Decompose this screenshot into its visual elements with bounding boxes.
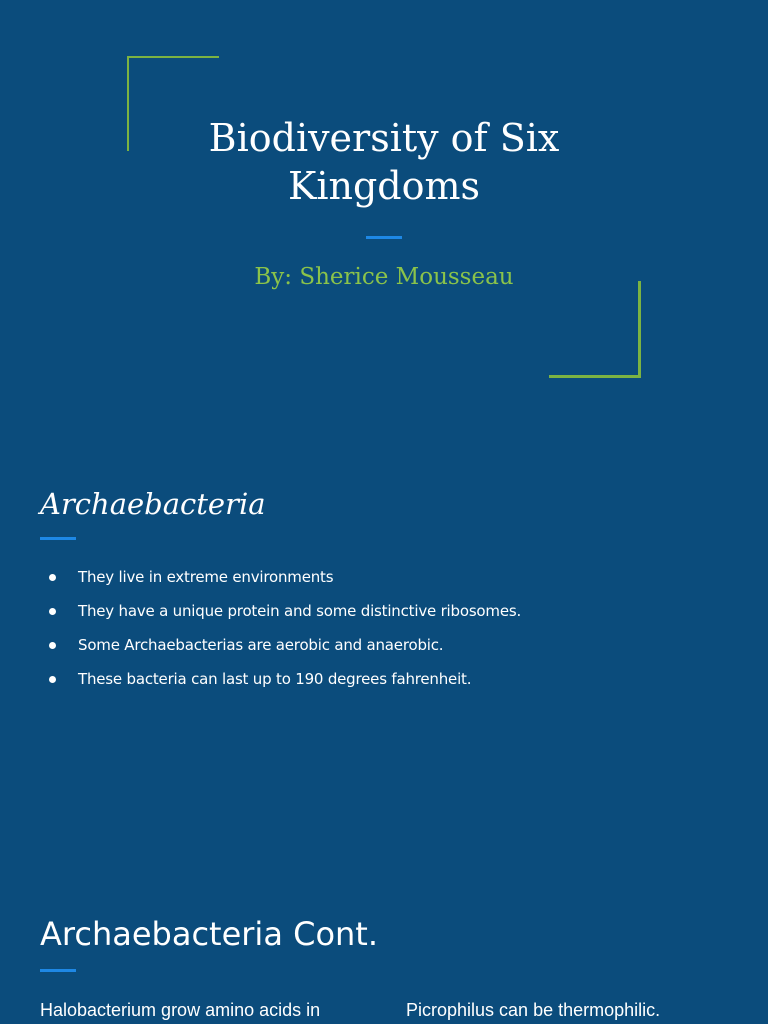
bullet-icon: [49, 642, 56, 649]
right-column-text: Picrophilus can be thermophilic.: [406, 1000, 661, 1020]
list-item: [44, 665, 521, 699]
bullet-list: [44, 563, 521, 699]
list-item-text: They live in extreme environments: [78, 568, 334, 586]
presentation-title: Biodiversity of Six Kingdoms: [208, 116, 560, 208]
bullet-icon: [49, 676, 56, 683]
slide-heading: Archaebacteria Cont.: [40, 915, 379, 953]
title-divider: [366, 236, 402, 239]
author-byline: By: Sherice Mousseau: [254, 264, 514, 290]
list-item-text: These bacteria can last up to 190 degrees fahrenheit.: [78, 670, 472, 688]
corner-bracket-bottom-right: [549, 281, 641, 378]
heading-divider: [40, 969, 76, 972]
bullet-icon: [49, 608, 56, 615]
left-column-text: Halobacterium grow amino acids in: [40, 1000, 321, 1020]
heading-divider: [40, 537, 76, 540]
list-item: [44, 597, 521, 631]
list-item: [44, 563, 521, 597]
title-slide: [0, 0, 768, 430]
list-item: [44, 631, 521, 665]
archaebacteria-continued-slide: [0, 860, 768, 1024]
list-item-text: They have a unique protein and some distinctive ribosomes.: [78, 602, 522, 620]
list-item-text: Some Archaebacterias are aerobic and anaerobic.: [78, 636, 444, 654]
bullet-icon: [49, 574, 56, 581]
slide-heading: Archaebacteria: [40, 487, 266, 521]
archaebacteria-slide: [0, 430, 768, 860]
